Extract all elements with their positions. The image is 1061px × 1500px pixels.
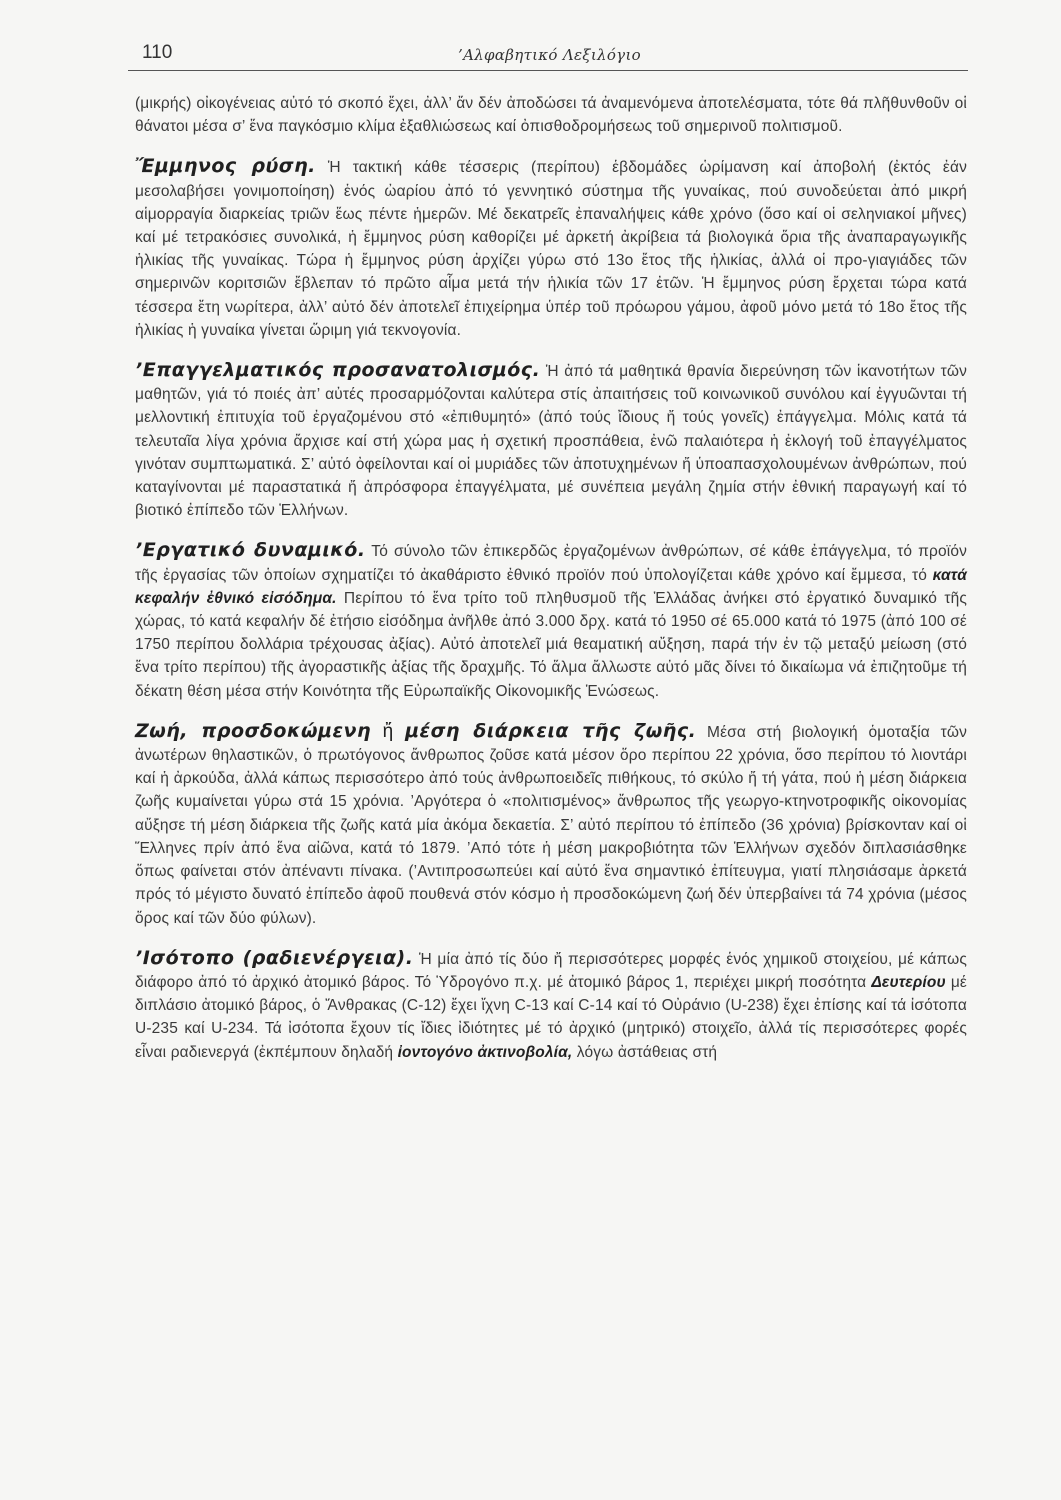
entry-text: Ἡ τακτική κάθε τέσσερις (περίπου) ἑβδομάδες ὡρίμανση καί ἀποβολή (ἐκτός ἐάν μεσολαβήσει γονιμοποίηση) ἑνός ὠαρίου ἀπό τό γεννητικό σύστημα τῆς γυναίκας, πού συνοδεύεται ἀπό μικρή αἱμορραγία διαρκείας τριῶν ἕως πέντε ἡμερῶν. Μέ δεκατρεῖς ἐπαναλήψεις κάθε χρόνο (ὅσο καί οἱ σεληνιακοί μῆνες) καί μέ τετρακόσιες συνολικά, ἡ ἔμμηνος ρύση καθορίζει μέ ἀρκετή ἀκρίβεια τά βιολογικά ὅρια τῆς ἀναπαραγωγικῆς ἡλικίας τῆς γυναίκας. Τώρα ἡ ἔμμηνος ρύση ἀρχίζει γύρω στό 13ο ἔτος τῆς ἡλικίας, ἀλλά οἱ προ-γιαγιάδες τῶν σημερινῶν κοριτσιῶν ἔβλεπαν τό πρῶτο αἷμα μετά τήν ἡλικία τῶν 17 ἐτῶν. Ἡ ἔμμηνος ρύση ἔρχεται τώρα κατά τέσσερα ἔτη νωρίτερα, ἀλλ’ αὐτό δέν ἀποτελεῖ ἐπιχείρημα ὑπέρ τοῦ πρόωρου γάμου, ἀφοῦ μόνο μετά τό 18ο ἔτος τῆς ἡλικίας ἡ γυναίκα γίνεται ὥριμη γιά τεκνογονία. <box>135 159 967 339</box>
page-body <box>135 92 967 1064</box>
entry-emphasis-2: ἰοντογόνο ἀκτινοβολία, <box>397 1043 573 1061</box>
entry-text: Τό σύνολο τῶν ἐπικερδῶς ἐργαζομένων ἀνθρώπων, σέ κάθε ἐπάγγελμα, τό προϊόν τῆς ἐργασίας τῶν ὁποίων σχηματίζει τό ἀκαθάριστο ἐθνικό προϊόν πού ὑπολογίζεται κάθε χρόνο καί ἔμμεσα, τό <box>135 543 967 584</box>
entry-text-end: λόγω ἀστάθειας στή <box>572 1043 718 1061</box>
running-title: ’Αλφαβητικό Λεξιλόγιο <box>458 46 641 64</box>
entry-term: ’Ισότοπο (ραδιενέργεια). <box>135 946 414 969</box>
entry-isotopo <box>135 947 967 1064</box>
entry-term: ’Εργατικό δυναμικό. <box>135 539 366 562</box>
entry-text: Ἡ μία ἀπό τίς δύο ἤ περισσότερες μορφές ἑνός χημικοῦ στοιχείου, μέ κάπως διάφορο ἀπό τό ἀρχικό ἀτομικό βάρος. Τό Ὑδρογόνο π.χ. μέ ἀτομικό βάρος 1, περιέχει μικρή ποσότητα <box>135 950 967 991</box>
page-number: 110 <box>142 42 173 63</box>
entry-ergatiko-dynamiko <box>135 539 967 702</box>
entry-text-continued: μέ διπλάσιο ἀτομικό βάρος, ὁ Ἄνθρακας (C-12) ἔχει ἴχνη C-13 καί C-14 καί τό Οὐράνιο (U-238) ἔχει ἐπίσης καί τά ἰσότοπα U-235 καί U-234. Τά ἰσότοπα ἔχουν τίς ἴδιες ἰδιότητες μέ τό ἀρχικό (μητρικό) στοιχεῖο, ἀλλά τίς περισσότερες φορές εἶναι ραδιενεργά (ἐκπέμπουν δηλαδή <box>135 973 967 1061</box>
entry-term: ’Επαγγελματικός προσανατολισμός. <box>135 359 541 382</box>
header-rule <box>128 70 968 71</box>
entry-term: Ἔμμηνος ρύση. <box>135 155 316 178</box>
entry-emphasis: κατά κεφαλήν ἐθνικό εἰσόδημα. <box>135 566 967 607</box>
entry-term: Ζωή, προσδοκώμενη <box>135 719 372 742</box>
entry-term-alt: μέση διάρκεια τῆς ζωῆς. <box>405 719 697 742</box>
entry-text: Ἡ ἀπό τά μαθητικά θρανία διερεύνηση τῶν ἱκανοτήτων τῶν μαθητῶν, γιά τό ποιές ἀπ’ αὐτές προσαρμόζονται καλύτερα στίς ἀπαιτήσεις τοῦ κοινωνικοῦ συνόλου καί ἐγγυῶνται τή μελλοντική ἐπιτυχία τοῦ ἐργαζομένου στό «ἐπιθυμητό» (ἀπό τούς ἴδιους ἤ τούς γονεῖς) ἐπάγγελμα. Μόλις κατά τά τελευταῖα λίγα χρόνια ἄρχισε καί στή χώρα μας ἡ σχετική προσπάθεια, ἐνῶ παλαιότερα ἡ ἐκλογή τοῦ ἐπαγγέλματος γινόταν συμπτωματικά. Σ’ αὐτό ὀφείλονται καί οἱ μυριάδες τῶν ἀποτυχημένων ἤ ὑποαπασχολουμένων ἀνθρώπων, πού καταγίνονται μέ παραστατικά ἤ ἀπρόσφορα ἐπαγγέλματα, μέ συνέπεια μεγάλη ζημία στήν ἐθνική παραγωγή καί τό βιοτικό ἐπίπεδο τῶν Ἑλλήνων. <box>135 363 968 520</box>
entry-zoi-prosdokomeni <box>135 720 967 930</box>
entry-emminos-rysi <box>135 155 967 342</box>
entry-text: Μέσα στή βιολογική ὁμοταξία τῶν ἀνωτέρων θηλαστικῶν, ὁ πρωτόγονος ἄνθρωπος ζοῦσε κατά μέσον ὅρο περίπου 22 χρόνια, ὅσο περίπου τό λιοντάρι καί ἡ ἀρκούδα, ἀλλά κάπως περισσότερο ἀπό τούς ἀνθρωποειδεῖς πιθήκους, τό σκύλο ἤ τή γάτα, πού ἡ μέση διάρκεια ζωῆς κυμαίνεται γύρω στά 15 χρόνια. ’Αργότερα ὁ «πολιτισμένος» ἄνθρωπος τῆς γεωργο-κτηνοτροφικῆς οἰκονομίας αὔξησε τή μέση διάρκεια τῆς ζωῆς κατά μία ἀκόμα δεκαετία. Σ’ αὐτό περίπου τό ἐπίπεδο (36 χρόνια) βρίσκονταν καί οἱ Ἕλληνες πρίν ἀπό ἕνα αἰῶνα, κατά τό 1879. ’Από τότε ἡ μέση μακροβιότητα τῶν Ἑλλήνων σχεδόν διπλασιάσθηκε ὅπως φαίνεται στόν ἀπέναντι πίνακα. (’Αντιπροσωπεύει καί αὐτό ἕνα σημαντικό ἐπίτευγμα, γιατί πλησιάσαμε ἀρκετά πρός τό μέγιστο δυνατό ἐπίπεδο ἀφοῦ πουθενά στόν κόσμο ἡ προσδοκώμενη ζωή δέν ὑπερβαίνει τά 74 χρόνια (μέσος ὅρος καί τῶν δύο φύλων). <box>135 723 968 927</box>
intro-paragraph <box>135 92 967 138</box>
entry-epaggelmatikos-prosanatolismos <box>135 359 967 522</box>
entry-text-continued: Περίπου τό ἕνα τρίτο τοῦ πληθυσμοῦ τῆς Ἑλλάδας ἀνήκει στό ἐργατικό δυναμικό τῆς χώρας, τό κατά κεφαλήν δέ ἐτήσιο εἰσόδημα ἀνῆλθε ἀπό 3.000 δρχ. κατά τό 1950 σέ 65.000 κατά τό 1975 (ἀπό 100 σέ 1750 περίπου δολλάρια τρέχουσας ἀξίας). Αὐτό ἀποτελεῖ μιά θεαματική αὔξηση, παρά τήν ἐν τῷ μεταξύ μείωση (στό ἕνα τρίτο περίπου) τῆς ἀγοραστικῆς ἀξίας τῆς δραχμῆς. Τό ἅλμα ἄλλωστε αὐτό μᾶς δίνει τό δικαίωμα νά ἐπιζητοῦμε τή δέκατη θέση μέσα στήν Κοινότητα τῆς Εὐρωπαϊκῆς Οἰκονομικῆς Ἑνώσεως. <box>135 589 968 700</box>
page-header <box>128 42 968 72</box>
entry-emphasis: Δευτερίου <box>871 973 946 991</box>
entry-term-conjunction: ἤ <box>371 720 406 742</box>
intro-text: (μικρής) οἰκογένειας αὐτό τό σκοπό ἔχει, ἀλλ’ ἄν δέν ἀποδώσει τά ἀναμενόμενα ἀποτελέσματα, τότε θά πλῆθυνθοῦν οἱ θάνατοι μέσα σ’ ἕνα παγκόσμιο κλίμα ἐξαθλιώσεως καί ὀπισθοδρομήσεως τοῦ σημερινοῦ πολιτισμοῦ. <box>135 95 967 136</box>
